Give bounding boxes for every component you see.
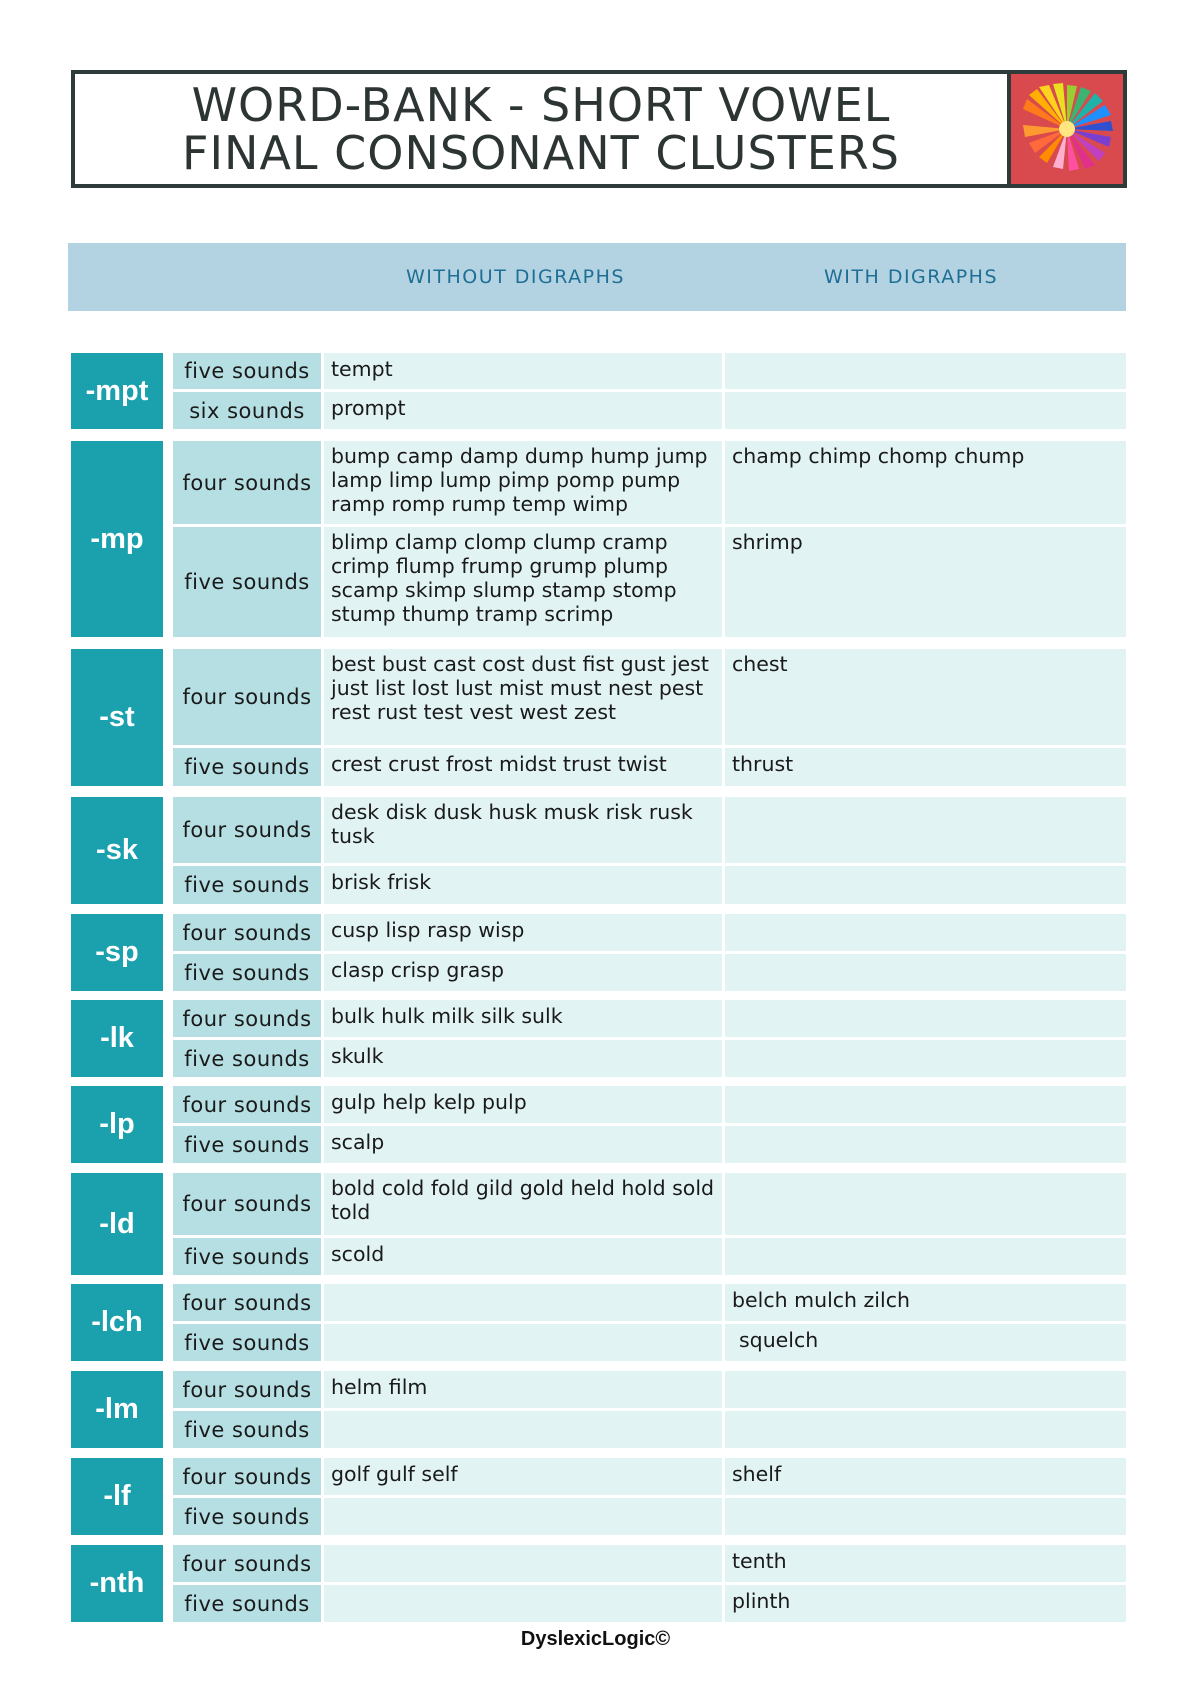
words-with-digraphs-cell: [725, 353, 1126, 389]
words-without-digraphs-cell: blimp clamp clomp clump cramp crimp flump frump grump plump scamp skimp slump stamp stomp stump thump tramp scrimp: [324, 527, 722, 637]
sound-count-cell: four sounds: [173, 1545, 321, 1582]
table-row: [173, 1324, 1126, 1361]
page-title: [75, 74, 1007, 184]
words-with-digraphs-cell: [725, 1238, 1126, 1275]
sound-count-cell: four sounds: [173, 1284, 321, 1321]
words-without-digraphs-cell: [324, 1545, 722, 1582]
column-header-without-digraphs: WITHOUT DIGRAPHS: [406, 266, 625, 288]
table-row: [173, 748, 1126, 786]
table-row: [173, 1411, 1126, 1448]
words-without-digraphs-cell: [324, 1284, 722, 1321]
words-without-digraphs-cell: desk disk dusk husk musk risk rusk tusk: [324, 797, 722, 863]
sound-count-cell: five sounds: [173, 1126, 321, 1163]
words-without-digraphs-cell: bold cold fold gild gold held hold sold told: [324, 1173, 722, 1235]
title-line-1: WORD-BANK - SHORT VOWEL: [191, 78, 891, 132]
flower-logo-icon: [1007, 74, 1123, 184]
table-row: [173, 797, 1126, 863]
sound-count-cell: five sounds: [173, 1040, 321, 1077]
words-with-digraphs-cell: [725, 1411, 1126, 1448]
sound-count-cell: four sounds: [173, 1173, 321, 1235]
table-row: [173, 1000, 1126, 1037]
cluster-group: [71, 1173, 1126, 1275]
table-row: [173, 1498, 1126, 1535]
words-with-digraphs-cell: [725, 1086, 1126, 1123]
words-with-digraphs-cell: plinth: [725, 1585, 1126, 1622]
words-with-digraphs-cell: champ chimp chomp chump: [725, 441, 1126, 524]
cluster-label: -mpt: [71, 353, 163, 429]
table-row: [173, 1585, 1126, 1622]
title-line-2: FINAL CONSONANT CLUSTERS: [182, 126, 900, 180]
column-header-bar: [68, 243, 1126, 311]
sound-count-cell: five sounds: [173, 1324, 321, 1361]
words-with-digraphs-cell: [725, 1000, 1126, 1037]
words-without-digraphs-cell: best bust cast cost dust fist gust jest just list lost lust mist must nest pest rest rust test vest west zest: [324, 649, 722, 745]
sound-count-cell: five sounds: [173, 1585, 321, 1622]
table-row: [173, 954, 1126, 991]
footer-credit: DyslexicLogic©: [520, 1628, 671, 1650]
cluster-label: -ld: [71, 1173, 163, 1275]
table-row: [173, 1371, 1126, 1408]
sound-count-cell: four sounds: [173, 441, 321, 524]
cluster-label: -lm: [71, 1371, 163, 1448]
words-with-digraphs-cell: belch mulch zilch: [725, 1284, 1126, 1321]
title-box: [71, 70, 1127, 188]
sound-count-cell: five sounds: [173, 1498, 321, 1535]
words-without-digraphs-cell: scold: [324, 1238, 722, 1275]
words-without-digraphs-cell: prompt: [324, 392, 722, 429]
cluster-label: -lp: [71, 1086, 163, 1163]
cluster-group: [71, 649, 1126, 786]
table-row: [173, 1545, 1126, 1582]
sound-count-cell: four sounds: [173, 1086, 321, 1123]
sound-count-cell: five sounds: [173, 954, 321, 991]
words-without-digraphs-cell: helm film: [324, 1371, 722, 1408]
cluster-group: [71, 441, 1126, 637]
cluster-label: -st: [71, 649, 163, 786]
cluster-group: [71, 1458, 1126, 1535]
words-without-digraphs-cell: cusp lisp rasp wisp: [324, 914, 722, 951]
words-with-digraphs-cell: [725, 1173, 1126, 1235]
table-row: [173, 1173, 1126, 1235]
words-without-digraphs-cell: tempt: [324, 353, 722, 389]
cluster-label: -lk: [71, 1000, 163, 1077]
table-row: [173, 441, 1126, 524]
sound-count-cell: five sounds: [173, 1411, 321, 1448]
words-with-digraphs-cell: thrust: [725, 748, 1126, 786]
words-with-digraphs-cell: [725, 392, 1126, 429]
table-row: [173, 1284, 1126, 1321]
cluster-group: [71, 1284, 1126, 1361]
words-with-digraphs-cell: squelch: [725, 1324, 1126, 1361]
words-with-digraphs-cell: [725, 797, 1126, 863]
words-without-digraphs-cell: [324, 1411, 722, 1448]
words-without-digraphs-cell: gulp help kelp pulp: [324, 1086, 722, 1123]
words-without-digraphs-cell: golf gulf self: [324, 1458, 722, 1495]
table-row: [173, 866, 1126, 904]
sound-count-cell: four sounds: [173, 1458, 321, 1495]
words-without-digraphs-cell: [324, 1498, 722, 1535]
sound-count-cell: five sounds: [173, 866, 321, 904]
column-header-with-digraphs: WITH DIGRAPHS: [824, 266, 999, 288]
table-row: [173, 353, 1126, 389]
words-without-digraphs-cell: bulk hulk milk silk sulk: [324, 1000, 722, 1037]
cluster-group: [71, 1545, 1126, 1622]
cluster-group: [71, 914, 1126, 991]
words-without-digraphs-cell: crest crust frost midst trust twist: [324, 748, 722, 786]
cluster-label: -lf: [71, 1458, 163, 1535]
words-without-digraphs-cell: [324, 1324, 722, 1361]
cluster-group: [71, 353, 1126, 429]
words-with-digraphs-cell: [725, 914, 1126, 951]
words-with-digraphs-cell: [725, 1371, 1126, 1408]
table-row: [173, 1238, 1126, 1275]
words-with-digraphs-cell: [725, 1040, 1126, 1077]
table-row: [173, 1458, 1126, 1495]
sound-count-cell: five sounds: [173, 1238, 321, 1275]
words-with-digraphs-cell: shrimp: [725, 527, 1126, 637]
cluster-label: -nth: [71, 1545, 163, 1622]
words-with-digraphs-cell: shelf: [725, 1458, 1126, 1495]
words-without-digraphs-cell: [324, 1585, 722, 1622]
words-with-digraphs-cell: [725, 1126, 1126, 1163]
cluster-group: [71, 797, 1126, 904]
words-with-digraphs-cell: tenth: [725, 1545, 1126, 1582]
table-row: [173, 392, 1126, 429]
table-row: [173, 1086, 1126, 1123]
cluster-label: -mp: [71, 441, 163, 637]
table-row: [173, 1126, 1126, 1163]
cluster-group: [71, 1086, 1126, 1163]
sound-count-cell: four sounds: [173, 797, 321, 863]
cluster-group: [71, 1371, 1126, 1448]
cluster-group: [71, 1000, 1126, 1077]
sound-count-cell: four sounds: [173, 649, 321, 745]
words-without-digraphs-cell: clasp crisp grasp: [324, 954, 722, 991]
words-without-digraphs-cell: brisk frisk: [324, 866, 722, 904]
words-with-digraphs-cell: chest: [725, 649, 1126, 745]
table-row: [173, 1040, 1126, 1077]
cluster-label: -sk: [71, 797, 163, 904]
words-with-digraphs-cell: [725, 866, 1126, 904]
words-without-digraphs-cell: bump camp damp dump hump jump lamp limp lump pimp pomp pump ramp romp rump temp wimp: [324, 441, 722, 524]
sound-count-cell: four sounds: [173, 1000, 321, 1037]
cluster-label: -sp: [71, 914, 163, 991]
words-without-digraphs-cell: scalp: [324, 1126, 722, 1163]
table-row: [173, 649, 1126, 745]
sound-count-cell: six sounds: [173, 392, 321, 429]
sound-count-cell: four sounds: [173, 1371, 321, 1408]
words-with-digraphs-cell: [725, 1498, 1126, 1535]
sound-count-cell: five sounds: [173, 527, 321, 637]
words-with-digraphs-cell: [725, 954, 1126, 991]
sound-count-cell: four sounds: [173, 914, 321, 951]
sound-count-cell: five sounds: [173, 748, 321, 786]
table-row: [173, 527, 1126, 637]
table-row: [173, 914, 1126, 951]
words-without-digraphs-cell: skulk: [324, 1040, 722, 1077]
sound-count-cell: five sounds: [173, 353, 321, 389]
cluster-label: -lch: [71, 1284, 163, 1361]
